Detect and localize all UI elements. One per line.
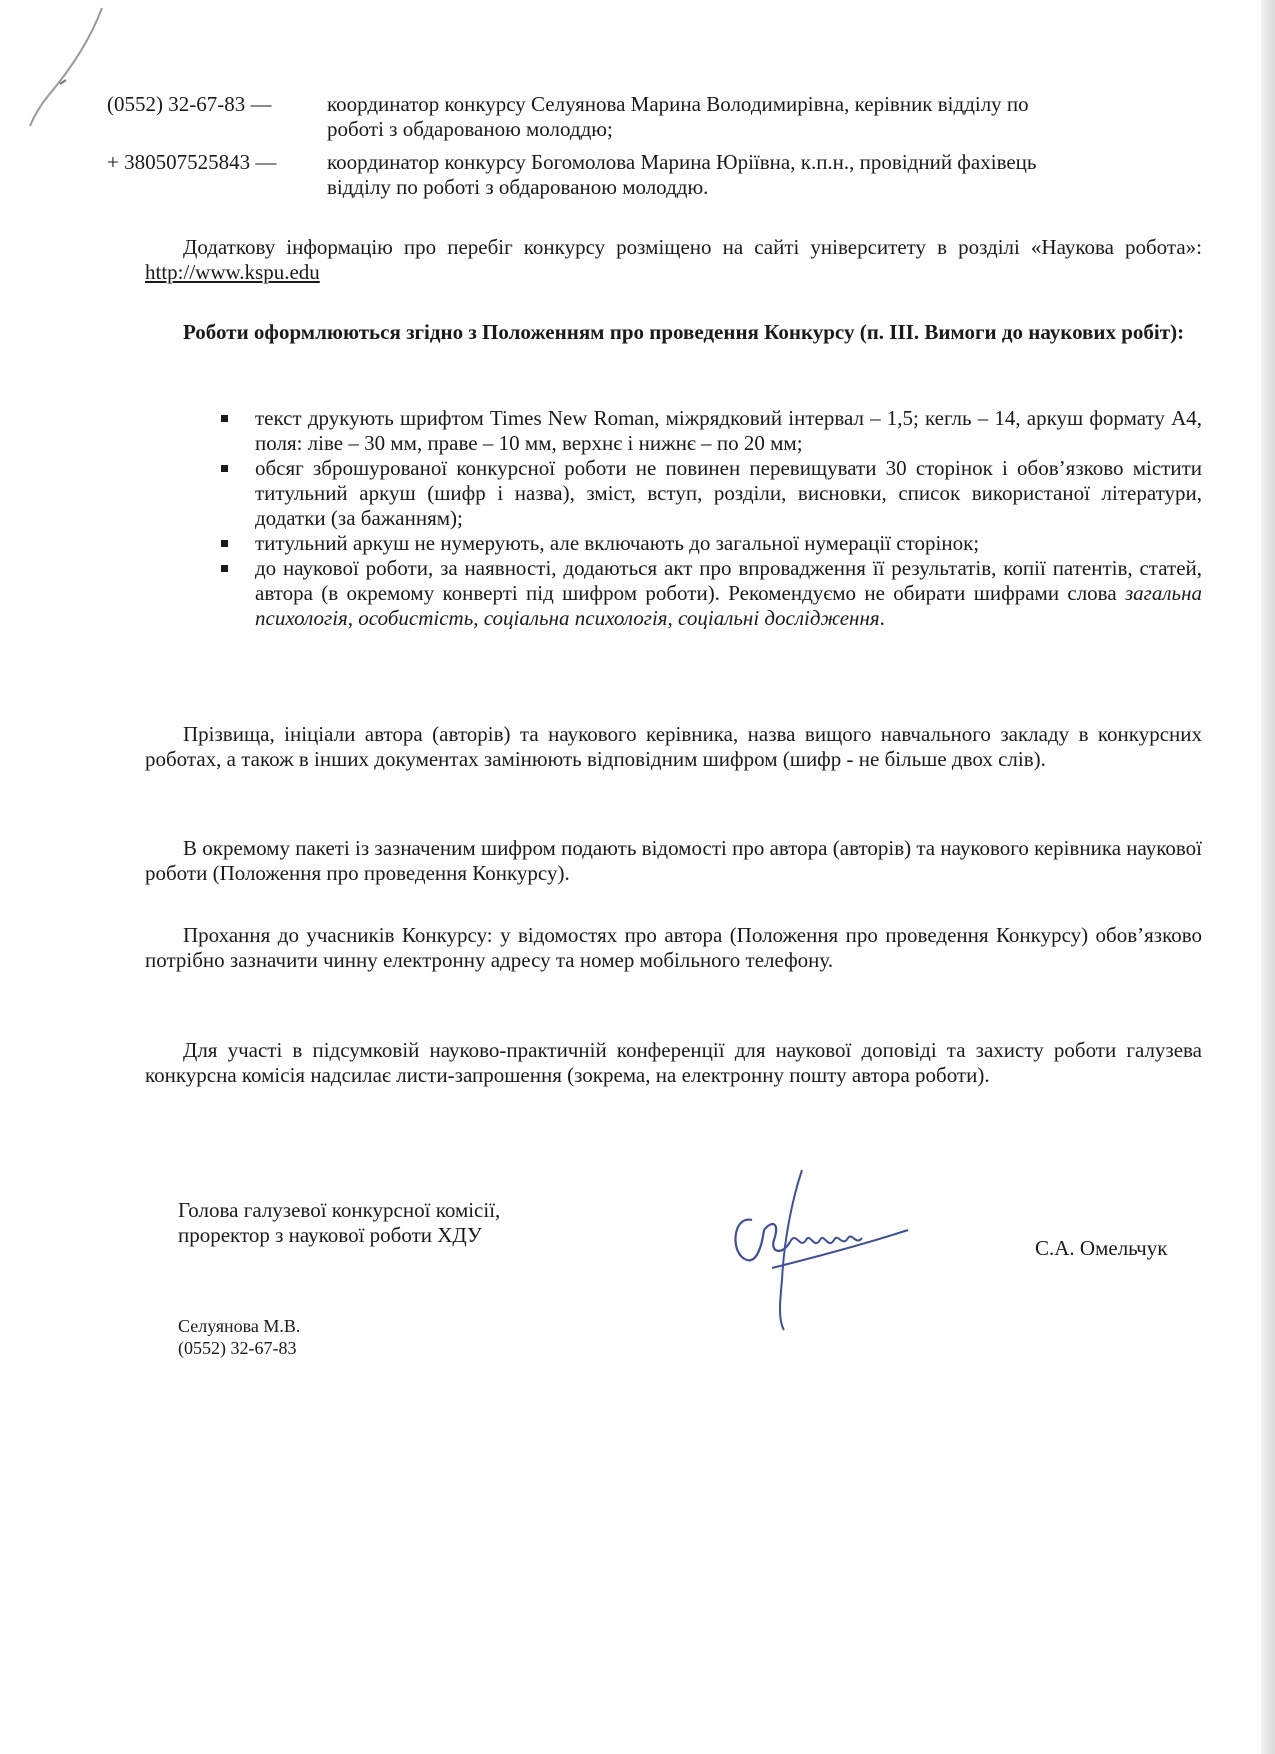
contact-description [327, 92, 1202, 142]
list-item-italic-text: загальна психологія, особистість, соціальна психологія, соціальні дослідження [255, 581, 1202, 630]
list-item [215, 556, 1202, 631]
website-link[interactable]: http://www.kspu.edu [145, 260, 320, 284]
footer-name: Селуянова М.В. [178, 1316, 301, 1336]
body-paragraph [145, 836, 1202, 886]
pen-mark [0, 0, 120, 140]
contact-phone: (0552) 32-67-83 — [107, 92, 272, 116]
signatory-title-line: Голова галузевої конкурсної комісії, [178, 1198, 501, 1222]
bullet-icon [221, 540, 228, 547]
list-item-text: титульний аркуш не нумерують, але включають до загальної нумерації сторінок; [255, 531, 980, 555]
body-paragraph [145, 923, 1202, 973]
body-paragraph [145, 722, 1202, 772]
list-item-text: обсяг зброшурованої конкурсної роботи не повинен перевищувати 30 сторінок і обов’язково містити титульний аркуш (шифр і назва), зміст, вступ, розділи, висновки, список використаної літератури, додатки (за бажанням); [255, 456, 1202, 530]
contact-description [327, 150, 1202, 200]
paragraph-text: Для участі в підсумковій науково-практичній конференції для наукової доповіді та захисту роботи галузева конкурсна комісія надсилає листи-запрошення (зокрема, на електронну пошту автора роботи). [145, 1038, 1202, 1087]
contact-entry [107, 92, 1202, 142]
list-item-tail: . [879, 606, 885, 630]
contact-description-line: координатор конкурсу Богомолова Марина Юріївна, к.п.н., провідний фахівець [327, 150, 1037, 174]
signatory-name: С.А. Омельчук [1035, 1236, 1168, 1260]
signatory-title [178, 1198, 638, 1248]
paragraph-text: Прохання до учасників Конкурсу: у відомостях про автора (Положення про проведення Конкурсу) обов’язково потрібно зазначити чинну електронну адресу та номер мобільного телефону. [145, 923, 1202, 972]
body-paragraph [145, 1038, 1202, 1088]
bullet-icon [221, 465, 228, 472]
list-item [215, 531, 1202, 556]
contact-phone: + 380507525843 — [107, 150, 277, 174]
contact-description-line: роботі з обдарованою молоддю; [327, 117, 613, 141]
handwritten-signature [712, 1160, 912, 1340]
requirements-heading [145, 320, 1202, 345]
bullet-icon [221, 565, 228, 572]
contact-description-line: координатор конкурсу Селуянова Марина Володимирівна, керівник відділу по [327, 92, 1029, 116]
list-item-text: до наукової роботи, за наявності, додаються акт про впровадження її результатів, копії патентів, статей, автора (в окремому конверті під шифром роботи). Рекомендуємо не обирати шифрами слова [255, 556, 1202, 605]
list-item [215, 406, 1202, 456]
contact-entry [107, 150, 1202, 200]
signatory-title-line: проректор з наукової роботи ХДУ [178, 1223, 482, 1247]
requirements-heading-text: Роботи оформлюються згідно з Положенням про проведення Конкурсу (п. III. Вимоги до наукових робіт): [183, 320, 1185, 344]
paragraph-text: В окремому пакеті із зазначеним шифром подають відомості про автора (авторів) та наукового керівника наукової роботи (Положення про проведення Конкурсу). [145, 836, 1203, 885]
scan-edge [1261, 0, 1275, 1754]
info-text: Додаткову інформацію про перебіг конкурсу розміщено на сайті університету в розділі «Наукова робота»: [183, 235, 1202, 259]
list-item-text: текст друкують шрифтом Times New Roman, міжрядковий інтервал – 1,5; кегль – 14, аркуш формату А4, поля: ліве – 30 мм, праве – 10 мм, верхнє і нижнє – по 20 мм; [255, 406, 1202, 455]
paragraph-text: Прізвища, ініціали автора (авторів) та наукового керівника, назва вищого навчального закладу в конкурсних роботах, а також в інших документах замінюють відповідним шифром (шифр - не більше двох слів). [145, 722, 1202, 771]
contact-description-line: відділу по роботі з обдарованою молоддю. [327, 175, 709, 199]
footer-contact [178, 1315, 300, 1359]
requirements-list [215, 406, 1202, 631]
info-paragraph [145, 235, 1202, 285]
bullet-icon [221, 415, 228, 422]
list-item [215, 456, 1202, 531]
footer-phone: (0552) 32-67-83 [178, 1338, 297, 1358]
